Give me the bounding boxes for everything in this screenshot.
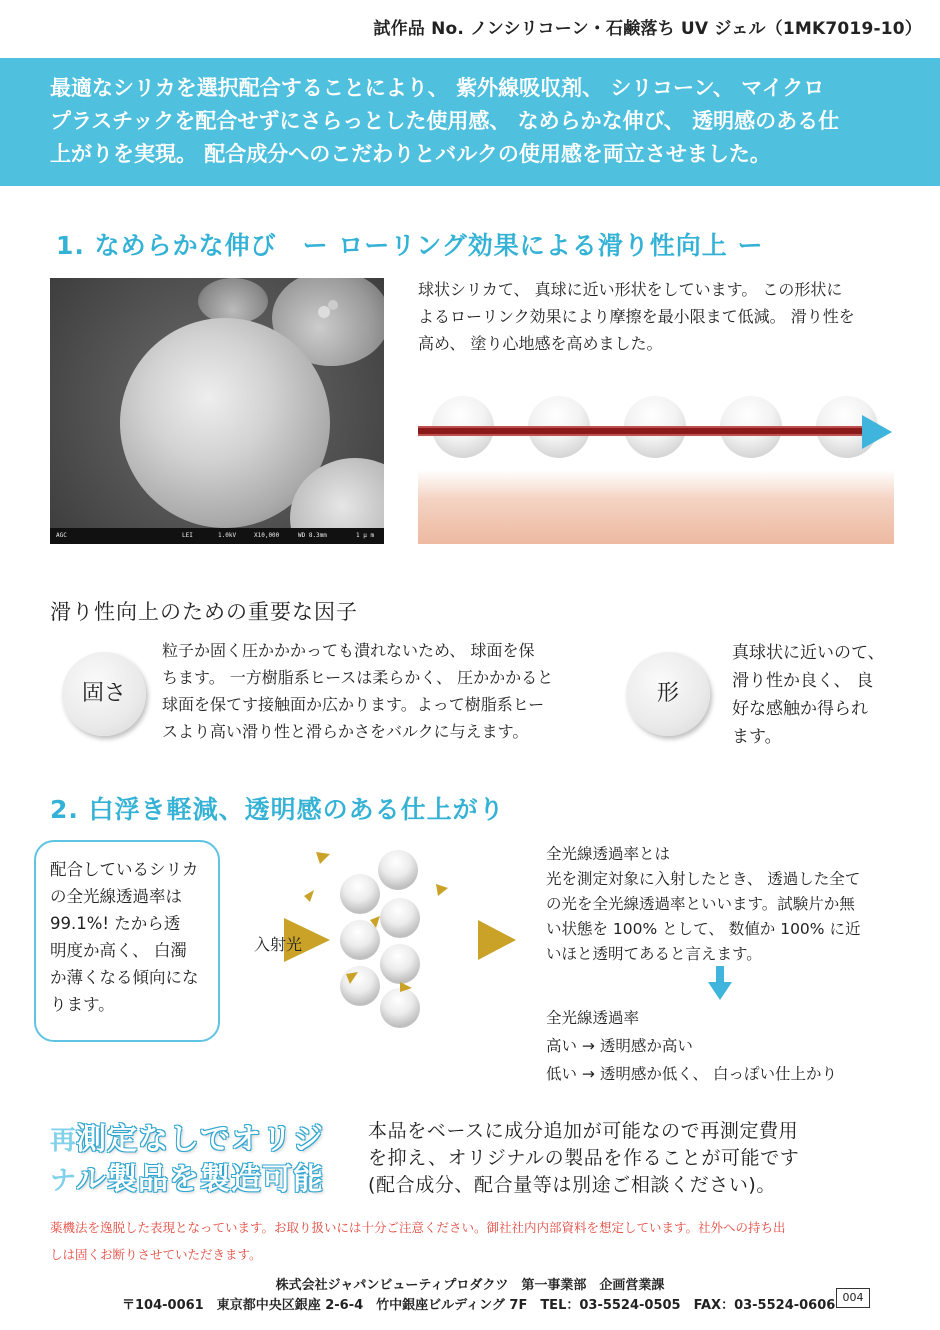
text-line: よるローリンク効果により摩擦を最小限まて低減。 滑り性を: [418, 307, 855, 326]
silica-particle: [380, 988, 420, 1028]
factors-title: 滑り性向上のための重要な因子: [50, 600, 358, 624]
sem-info-bar: [50, 528, 384, 544]
text-line: の全光線透過率は: [50, 887, 182, 906]
text-line: 99.1%! たから透: [50, 914, 181, 933]
shape-description: [732, 639, 902, 751]
sem-label: 1.0kV: [218, 532, 237, 539]
silica-particle: [380, 944, 420, 984]
transmitted-light-arrow-icon: [478, 920, 516, 960]
text-line: 滑り性か良く、 良: [732, 671, 874, 691]
arrow-down-icon: [708, 966, 732, 1000]
company-address: 〒104-0061 東京都中央区銀座 2-6-4 竹中銀座ビルディング 7F TEL：03-5524-0505 FAX：03-5524-0606: [122, 1298, 836, 1313]
section2-heading: 2. 白浮き軽減、透明感のある仕上がり: [50, 795, 505, 824]
sem-label: X10,000: [254, 532, 280, 539]
transmittance-scale: [546, 1004, 837, 1088]
text-line: の光を全光線透過率といいます。試験片か無: [546, 895, 855, 913]
custom-product-title: [50, 1120, 350, 1200]
skin-surface: [418, 470, 894, 544]
text-line: スより高い滑り性と滑らかさをバルクに与えます。: [162, 722, 529, 741]
company-name: 株式会社ジャパンビューティプロダクツ 第一事業部 企画営業課: [275, 1278, 665, 1293]
sem-label: AGC: [56, 532, 67, 539]
text-line: 明度か高く、 白濁: [50, 941, 187, 960]
intro-line: 最適なシリカを選択配合することにより、 紫外線吸収剤、 シリコーン、 マイクロ: [50, 76, 825, 100]
text-line: (配合成分、配合量等は別途ご相談ください)。: [368, 1174, 777, 1196]
light-ray-icon: [436, 884, 448, 896]
text-line: しは固くお断りさせていただきます。: [50, 1247, 262, 1262]
silica-particle: [378, 850, 418, 890]
incident-light-label: 入射光: [254, 935, 303, 954]
rolling-direction-line: [418, 426, 866, 436]
light-ray-icon: [304, 890, 314, 902]
section1-heading: 1. なめらかな伸び ー ローリング効果による滑り性向上 ー: [56, 231, 764, 260]
text-line: い状態を 100% として、 数値か 100% に近: [546, 920, 861, 938]
text-line: 好な感触か得られ: [732, 699, 868, 719]
transmittance-definition: [546, 842, 898, 967]
text-line: 全光線透過率とは: [546, 845, 671, 863]
intro-text: [50, 72, 910, 171]
scale-title: 全光線透過率: [546, 1009, 640, 1027]
silica-particle: [380, 898, 420, 938]
text-line: 本品をベースに成分追加が可能なので再測定費用: [368, 1120, 799, 1142]
arrow-right-icon: [862, 415, 892, 449]
transmittance-callout: [34, 840, 220, 1042]
light-ray-icon: [316, 852, 330, 864]
text-line: 真球状に近いのて、: [732, 643, 885, 663]
text-line: か薄くなる傾向にな: [50, 968, 199, 987]
text-line: いほと透明てあると言えます。: [546, 945, 762, 963]
text-line: 配合しているシリカ: [50, 860, 199, 879]
title-line: 測定なしでオリジ: [76, 1122, 325, 1157]
text-line: 球面を保てす接触面か広かります。よって樹脂系ヒー: [162, 695, 545, 714]
scale-high: 高い → 透明感か高い: [546, 1037, 693, 1055]
title-lead: 再: [50, 1126, 77, 1156]
text-line: 高め、 塗り心地感を高めました。: [418, 334, 663, 353]
silica-particle: [340, 966, 380, 1006]
title-line: ル製品を製造可能: [76, 1162, 325, 1197]
intro-line: プラスチックを配合せずにさらっとした使用感、 なめらかな伸び、 透明感のある仕: [50, 109, 840, 133]
sem-micrograph: [50, 278, 384, 544]
sem-label: 1 μ m: [356, 532, 375, 539]
text-line: ちます。 一方樹脂系ヒースは柔らかく、 圧かかかると: [162, 668, 554, 687]
small-sphere: [198, 278, 268, 324]
silica-particle: [340, 920, 380, 960]
page-number: 004: [836, 1288, 870, 1308]
hardness-badge: 固さ: [62, 652, 146, 736]
intro-line: 上がりを実現。 配合成分へのこだわりとバルクの使用感を両立させました。: [50, 142, 771, 166]
particle: [328, 300, 338, 310]
legal-notice: [50, 1214, 900, 1268]
hardness-description: [162, 637, 594, 745]
shape-badge: 形: [626, 652, 710, 736]
title-lead: ナ: [50, 1166, 77, 1196]
scale-low: 低い → 透明感か低く、 白っぽい仕上かり: [546, 1065, 837, 1083]
custom-product-description: [368, 1118, 908, 1199]
document-title: 試作品 No. ノンシリコーン・石鹸落ち UV ジェル（1MK7019-10）: [373, 19, 922, 39]
text-line: ります。: [50, 995, 115, 1014]
text-line: 薬機法を逸脱した表現となっています。お取り扱いには十分ご注意ください。御社社内内部資料を想定しています。社外への持ち出: [50, 1220, 786, 1235]
text-line: ます。: [732, 727, 782, 747]
text-line: 球状シリカて、 真球に近い形状をしています。 この形状に: [418, 280, 843, 299]
sem-label: LEI: [182, 532, 193, 539]
silica-particle: [340, 874, 380, 914]
text-line: を抑え、オリジナルの製品を作ることが可能です: [368, 1147, 800, 1169]
sem-label: WD 8.3mm: [298, 532, 327, 539]
rolling-description: [418, 276, 896, 357]
text-line: 光を測定対象に入射したとき、 透過した全て: [546, 870, 861, 888]
text-line: 粒子か固く圧かかかっても潰れないため、 球面を保: [162, 641, 535, 660]
